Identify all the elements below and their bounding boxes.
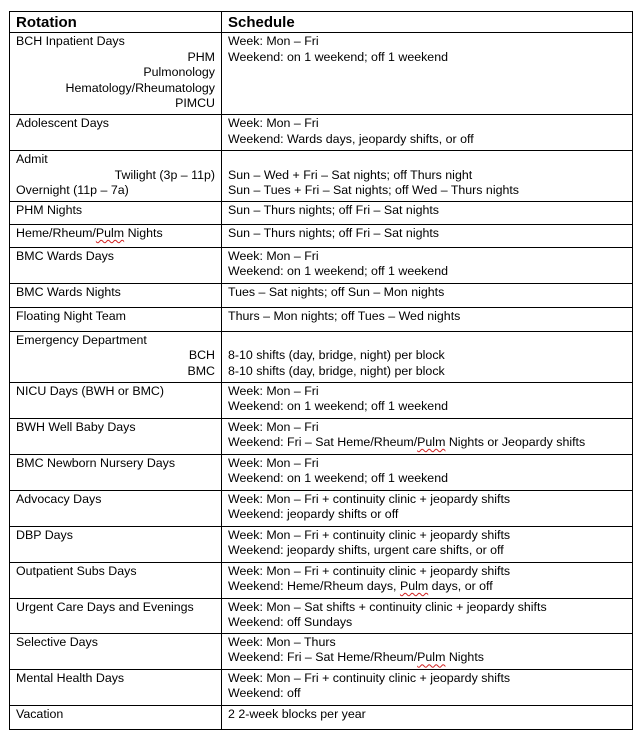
spellcheck-flagged-word[interactable]: Pulm (95, 225, 125, 240)
rotation-cell (10, 562, 222, 598)
schedule-line (228, 650, 626, 666)
rotation-cell (10, 382, 222, 418)
text-part: Weekend: Heme/Rheum days, (228, 579, 400, 594)
header-rotation: Rotation (10, 12, 222, 33)
rotation-name: BMC Wards Nights (16, 284, 121, 299)
rotation-name: Selective Days (16, 634, 98, 649)
schedule-line: Weekend: on 1 weekend; off 1 weekend (228, 399, 448, 414)
schedule-line: Week: Mon – Fri + continuity clinic + jeopardy shifts (228, 670, 511, 685)
table-row (10, 283, 633, 307)
schedule-line: Week: Mon – Fri + continuity clinic + jeopardy shifts (228, 527, 511, 542)
schedule-line: Weekend: Wards days, jeopardy shifts, or off (228, 131, 474, 146)
rotation-name: Outpatient Subs Days (16, 563, 137, 578)
rotation-name: Urgent Care Days and Evenings (16, 599, 194, 614)
rotation-cell (10, 598, 222, 633)
table-row (10, 454, 633, 490)
table-row (10, 307, 633, 331)
schedule-line: 8-10 shifts (day, bridge, night) per block (228, 363, 445, 378)
header-schedule: Schedule (222, 12, 633, 33)
schedule-line: Weekend: on 1 weekend; off 1 weekend (228, 264, 448, 279)
rotation-sub-item: PIMCU (175, 96, 215, 111)
schedule-cell (222, 307, 633, 331)
rotation-sub-item: Hematology/Rheumatology (65, 80, 215, 95)
rotation-name: Admit (16, 151, 48, 166)
schedule-cell (222, 526, 633, 562)
rotation-name: Emergency Department (16, 332, 147, 347)
rotation-name (16, 226, 215, 242)
rotation-sub-item: PHM (187, 49, 215, 64)
schedule-cell (222, 283, 633, 307)
rotation-sub-item: Twilight (3p – 11p) (114, 167, 215, 182)
rotation-sub-item: BMC (187, 363, 215, 378)
schedule-line: Weekend: jeopardy shifts, urgent care shifts, or off (228, 543, 504, 558)
rotation-cell (10, 33, 222, 115)
rotation-cell (10, 669, 222, 705)
schedule-line: 8-10 shifts (day, bridge, night) per block (228, 348, 445, 363)
rotation-schedule-table (9, 11, 633, 730)
schedule-cell (222, 454, 633, 490)
schedule-line: Week: Mon – Sat shifts + continuity clinic + jeopardy shifts (228, 599, 547, 614)
rotation-sub-item: Overnight (11p – 7a) (16, 183, 129, 198)
table-row (10, 526, 633, 562)
table-row (10, 201, 633, 224)
text-part: Weekend: Fri – Sat Heme/Rheum/ (228, 650, 418, 665)
rotation-name: Adolescent Days (16, 115, 109, 130)
schedule-line: Week: Mon – Fri (228, 34, 319, 48)
schedule-cell (222, 331, 633, 382)
schedule-line: Thurs – Mon nights; off Tues – Wed nights (228, 308, 461, 323)
schedule-line: Week: Mon – Fri (228, 455, 319, 470)
schedule-line: Week: Mon – Thurs (228, 634, 336, 649)
schedule-cell (222, 224, 633, 247)
rotation-name: DBP Days (16, 527, 73, 542)
schedule-line: Weekend: on 1 weekend; off 1 weekend (228, 471, 448, 486)
schedule-line (228, 152, 626, 168)
table-header-row (10, 12, 633, 33)
rotation-name: Mental Health Days (16, 670, 125, 685)
spellcheck-flagged-word[interactable]: Pulm (417, 435, 446, 450)
schedule-line: Week: Mon – Fri + continuity clinic + jeopardy shifts (228, 563, 511, 578)
schedule-line: Week: Mon – Fri + continuity clinic + jeopardy shifts (228, 491, 511, 506)
schedule-cell (222, 247, 633, 283)
rotation-cell (10, 526, 222, 562)
schedule-line: Sun – Tues + Fri – Sat nights; off Wed – Thurs nights (228, 183, 519, 198)
schedule-cell (222, 562, 633, 598)
schedule-line: Week: Mon – Fri (228, 383, 319, 398)
schedule-line: Sun – Wed + Fri – Sat nights; off Thurs night (228, 167, 473, 182)
spellcheck-flagged-word[interactable]: Pulm (417, 650, 446, 665)
rotation-sub-item: BCH (188, 348, 215, 363)
text-part: Nights (124, 225, 163, 240)
schedule-line (228, 435, 626, 451)
table-row (10, 33, 633, 115)
rotation-cell (10, 247, 222, 283)
schedule-cell (222, 669, 633, 705)
schedule-cell (222, 201, 633, 224)
rotation-name: BMC Wards Days (16, 248, 114, 263)
schedule-line: Weekend: on 1 weekend; off 1 weekend (228, 49, 448, 64)
schedule-line: Tues – Sat nights; off Sun – Mon nights (228, 284, 445, 299)
text-part: days, or off (428, 579, 493, 594)
rotation-name: Vacation (16, 706, 64, 721)
text-part: Nights or Jeopardy shifts (445, 435, 586, 450)
rotation-name: Floating Night Team (16, 308, 126, 323)
rotation-name: Advocacy Days (16, 491, 102, 506)
schedule-cell (222, 418, 633, 454)
schedule-cell (222, 633, 633, 669)
rotation-name: BCH Inpatient Days (16, 34, 125, 48)
table-row (10, 382, 633, 418)
schedule-cell (222, 33, 633, 115)
rotation-sub-item: Pulmonology (143, 65, 215, 80)
schedule-line: Week: Mon – Fri (228, 115, 319, 130)
rotation-cell (10, 490, 222, 526)
rotation-name: BWH Well Baby Days (16, 419, 136, 434)
schedule-line (228, 579, 626, 595)
rotation-cell (10, 201, 222, 224)
rotation-cell (10, 114, 222, 150)
rotation-cell (10, 331, 222, 382)
schedule-cell (222, 150, 633, 201)
schedule-line (228, 333, 626, 349)
schedule-line: Week: Mon – Fri (228, 248, 319, 263)
table-row (10, 633, 633, 669)
schedule-line: Weekend: off (228, 686, 301, 701)
table-row (10, 418, 633, 454)
table-row (10, 224, 633, 247)
rotation-cell (10, 224, 222, 247)
rotation-cell (10, 150, 222, 201)
schedule-line: Sun – Thurs nights; off Fri – Sat nights (228, 225, 439, 240)
table-row (10, 490, 633, 526)
schedule-cell (222, 490, 633, 526)
schedule-line: Weekend: jeopardy shifts or off (228, 507, 399, 522)
table-row (10, 669, 633, 705)
rotation-cell (10, 283, 222, 307)
table-row (10, 598, 633, 633)
rotation-cell (10, 633, 222, 669)
table-row (10, 562, 633, 598)
table-row (10, 114, 633, 150)
rotation-cell (10, 307, 222, 331)
rotation-name: NICU Days (BWH or BMC) (16, 383, 164, 398)
rotation-cell (10, 454, 222, 490)
table-row (10, 247, 633, 283)
schedule-cell (222, 598, 633, 633)
schedule-cell (222, 114, 633, 150)
rotation-name: BMC Newborn Nursery Days (16, 455, 176, 470)
rotation-name: PHM Nights (16, 202, 83, 217)
spellcheck-flagged-word[interactable]: Pulm (399, 579, 429, 594)
schedule-line: 2 2-week blocks per year (228, 706, 366, 721)
rotation-cell (10, 418, 222, 454)
schedule-line: Weekend: off Sundays (228, 615, 353, 630)
table-row (10, 331, 633, 382)
schedule-cell (222, 382, 633, 418)
table-row (10, 150, 633, 201)
text-part: Weekend: Fri – Sat Heme/Rheum/ (228, 435, 418, 450)
schedule-line: Week: Mon – Fri (228, 419, 319, 434)
text-part: Nights (445, 650, 484, 665)
schedule-line: Sun – Thurs nights; off Fri – Sat nights (228, 202, 439, 217)
text-part: Heme/Rheum/ (16, 225, 96, 240)
